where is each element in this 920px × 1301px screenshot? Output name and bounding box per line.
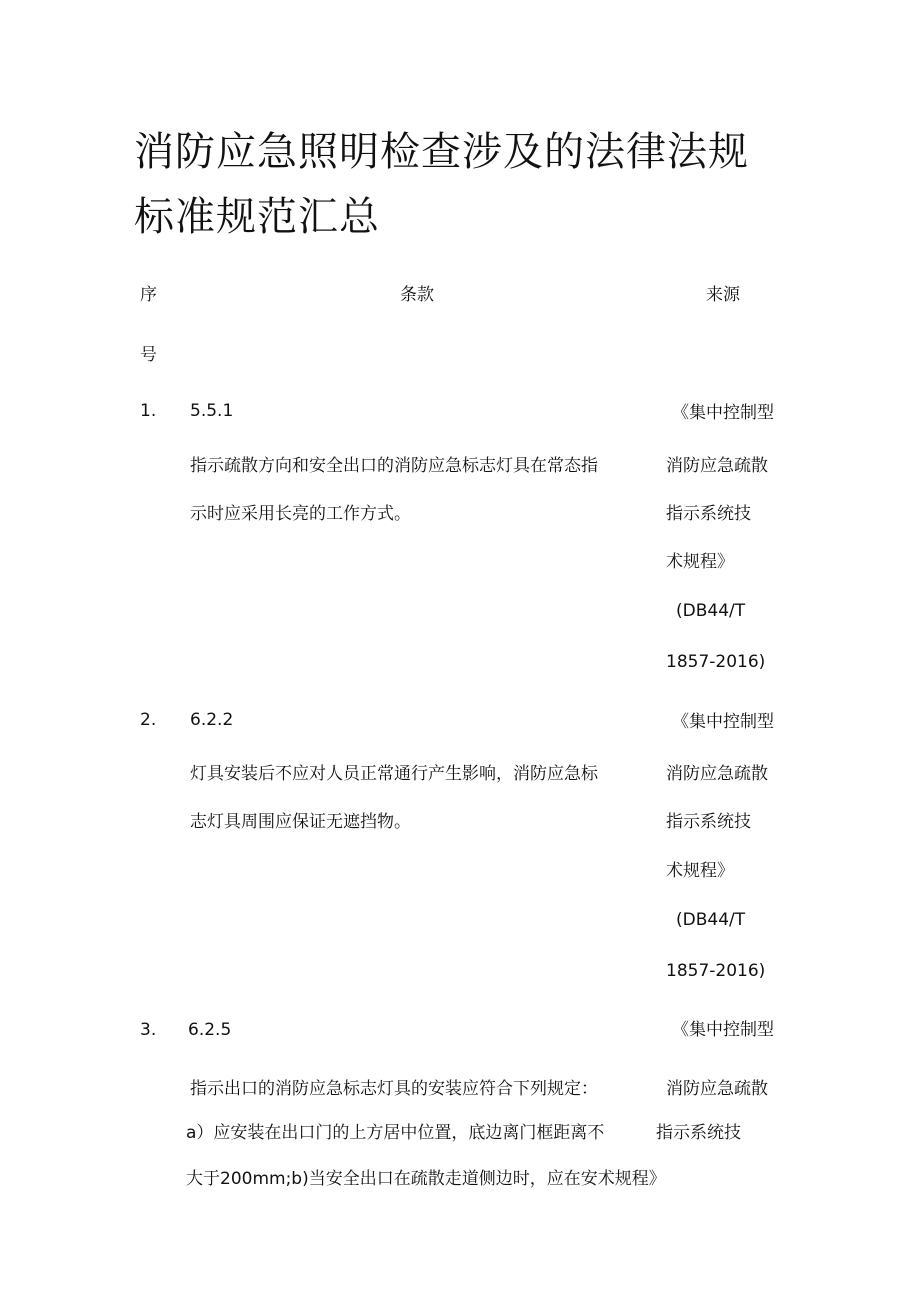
row-3-clause-code: 6.2.5 [188,1020,232,1040]
row-1-clause-code: 5.5.1 [190,401,234,421]
row-3-source-line-2: 消防应急疏散 [666,1079,768,1099]
row-2-clause-text-line-1: 灯具安装后不应对人员正常通行产生影响，消防应急标 [190,764,598,784]
row-1-source-line-5: (DB44/T [676,601,746,621]
row-2-source-line-2: 消防应急疏散 [666,764,768,784]
document-title-line-1: 消防应急照明检查涉及的法律法规 [134,129,749,175]
row-1-source-line-6: 1857-2016) [666,652,766,672]
row-3-clause-text-line-2: a）应安装在出口门的上方居中位置，底边离门框距离不 [186,1123,605,1143]
header-clause: 条款 [400,285,434,305]
row-2-source-line-3: 指示系统技 [666,812,751,832]
row-2-seq: 2. [140,710,157,730]
row-2-source-line-1: 《集中控制型 [672,712,774,732]
row-2-source-line-6: 1857-2016) [666,961,766,981]
row-2-clause-code: 6.2.2 [190,710,234,730]
row-1-source-line-1: 《集中控制型 [672,403,774,423]
row-2-clause-text-line-2: 志灯具周围应保证无遮挡物。 [190,812,411,832]
header-seq: 序 [140,285,157,305]
row-3-clause-text-line-3: 大于200mm;b)当安全出口在疏散走道侧边时，应在安术规程》 [186,1169,666,1189]
row-1-source-line-4: 术规程》 [666,552,734,572]
row-1-source-line-3: 指示系统技 [666,504,751,524]
row-3-clause-text-line-1: 指示出口的消防应急标志灯具的安装应符合下列规定： [190,1079,598,1099]
row-1-source-line-2: 消防应急疏散 [666,456,768,476]
header-source: 来源 [706,285,740,305]
row-2-source-line-5: (DB44/T [676,910,746,930]
row-1-clause-text-line-1: 指示疏散方向和安全出口的消防应急标志灯具在常态指 [190,456,598,476]
row-3-seq: 3. [140,1020,157,1040]
header-seq-continued: 号 [140,345,157,365]
row-3-source-line-1: 《集中控制型 [672,1020,774,1040]
row-2-source-line-4: 术规程》 [666,861,734,881]
row-1-clause-text-line-2: 示时应采用长亮的工作方式。 [190,504,411,524]
document-title [134,120,749,250]
row-1-seq: 1. [140,401,157,421]
document-title-line-2: 标准规范汇总 [134,194,380,240]
row-3-source-line-3: 指示系统技 [656,1123,741,1143]
